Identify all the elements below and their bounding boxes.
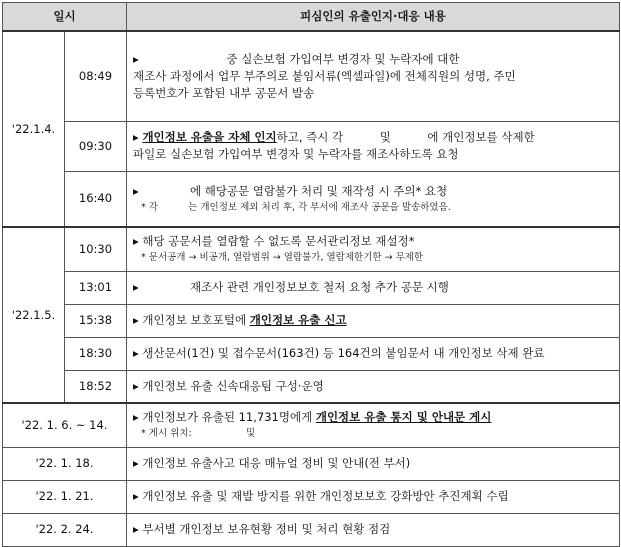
content-cell bbox=[127, 227, 620, 271]
time-cell: 13:01 bbox=[65, 271, 127, 304]
table-row bbox=[3, 480, 620, 513]
date-cell: '22. 2. 24. bbox=[3, 513, 127, 546]
time-cell: 08:49 bbox=[65, 31, 127, 121]
date-cell: '22. 1. 21. bbox=[3, 480, 127, 513]
time-cell: 16:40 bbox=[65, 171, 127, 227]
incident-timeline-table bbox=[2, 2, 620, 547]
content-cell bbox=[127, 403, 620, 447]
content-line: ▸ 개인정보 유출사고 대응 매뉴얼 정비 및 안내(전 부서) bbox=[133, 456, 411, 470]
content-line: ▸ 개인정보 유출 신속대응팀 구성·운영 bbox=[133, 378, 324, 393]
table-row bbox=[3, 271, 620, 304]
time-cell: 15:38 bbox=[65, 304, 127, 337]
content-line: ▸ 에 해당공문 열람불가 처리 및 재작성 시 주의* 요청 bbox=[133, 183, 448, 198]
content-cell bbox=[127, 171, 620, 227]
content-line bbox=[133, 312, 613, 329]
header-date: 일시 bbox=[3, 3, 127, 32]
content-line: ▸ 부서별 개인정보 보유현황 정비 및 처리 현황 점검 bbox=[133, 522, 391, 536]
header-row bbox=[3, 3, 620, 32]
content-line bbox=[133, 409, 613, 426]
footnote: * 게시 위치: 및 bbox=[141, 428, 256, 440]
content-text: ▸ 개인정보 보호포털에 bbox=[133, 313, 250, 327]
time-cell: 18:30 bbox=[65, 337, 127, 370]
content-cell bbox=[127, 121, 620, 171]
time-cell: 18:52 bbox=[65, 370, 127, 403]
date-cell: '22. 1. 6. ~ 14. bbox=[3, 403, 127, 447]
table-row bbox=[3, 121, 620, 171]
table-row bbox=[3, 337, 620, 370]
date-cell: '22.1.4. bbox=[3, 31, 65, 227]
emphasis-text: 개인정보 유출을 자체 인지 bbox=[142, 130, 277, 144]
content-cell bbox=[127, 31, 620, 121]
footnote: * 각 는 개인정보 제외 처리 후, 각 부서에 재조사 공문을 발송하였음. bbox=[141, 201, 451, 213]
content-line bbox=[133, 129, 613, 146]
content-cell bbox=[127, 304, 620, 337]
content-line: 재조사 과정에서 업무 부주의로 붙임서류(엑셀파일)에 전체직원의 성명, 주민 bbox=[133, 68, 516, 83]
content-line: ▸ 재조사 관련 개인정보보호 철저 요청 추가 공문 시행 bbox=[133, 280, 449, 294]
content-cell bbox=[127, 513, 620, 546]
content-line: ▸ 개인정보 유출 및 재발 방지를 위한 개인정보보호 강화방안 추진계획 수립 bbox=[133, 489, 509, 503]
table-row bbox=[3, 171, 620, 227]
content-text: ▸ bbox=[133, 130, 143, 144]
content-line: ▸ 생산문서(1건) 및 접수문서(163건) 등 164건의 붙임문서 내 개인정보 삭제 완료 bbox=[133, 346, 545, 360]
content-text: 하고, 즉시 각 및 에 개인정보를 삭제한 bbox=[276, 130, 535, 144]
content-cell bbox=[127, 271, 620, 304]
content-cell bbox=[127, 447, 620, 480]
content-line: ▸ 중 실손보험 가입여부 변경자 및 누락자에 대한 bbox=[133, 51, 460, 66]
content-cell bbox=[127, 337, 620, 370]
content-cell bbox=[127, 480, 620, 513]
table-row bbox=[3, 447, 620, 480]
table-row bbox=[3, 513, 620, 546]
content-line: ▸ 해당 공문서를 열람할 수 없도록 문서관리정보 재설정* bbox=[133, 234, 415, 249]
date-cell: '22.1.5. bbox=[3, 227, 65, 403]
content-line: 파일로 실손보험 가입여부 변경자 및 누락자를 재조사하도록 요청 bbox=[133, 147, 459, 161]
emphasis-text: 개인정보 유출 통지 및 안내문 게시 bbox=[315, 410, 492, 425]
time-cell: 09:30 bbox=[65, 121, 127, 171]
content-cell bbox=[127, 370, 620, 403]
footnote: * 문서공개 → 비공개, 열람범위 → 열람불가, 열람제한기한 → 무제한 bbox=[141, 252, 424, 264]
content-line: 등록번호가 포함된 내부 공문서 발송 bbox=[133, 85, 315, 100]
table-row bbox=[3, 370, 620, 403]
date-cell: '22. 1. 18. bbox=[3, 447, 127, 480]
table-row bbox=[3, 403, 620, 447]
emphasis-text: 개인정보 유출 신고 bbox=[249, 313, 347, 327]
table-row bbox=[3, 31, 620, 121]
table-row bbox=[3, 227, 620, 271]
table-row bbox=[3, 304, 620, 337]
time-cell: 10:30 bbox=[65, 227, 127, 271]
header-content: 피심인의 유출인지·대응 내용 bbox=[127, 3, 620, 32]
content-text: ▸ 개인정보가 유출된 11,731명에게 bbox=[133, 410, 316, 425]
